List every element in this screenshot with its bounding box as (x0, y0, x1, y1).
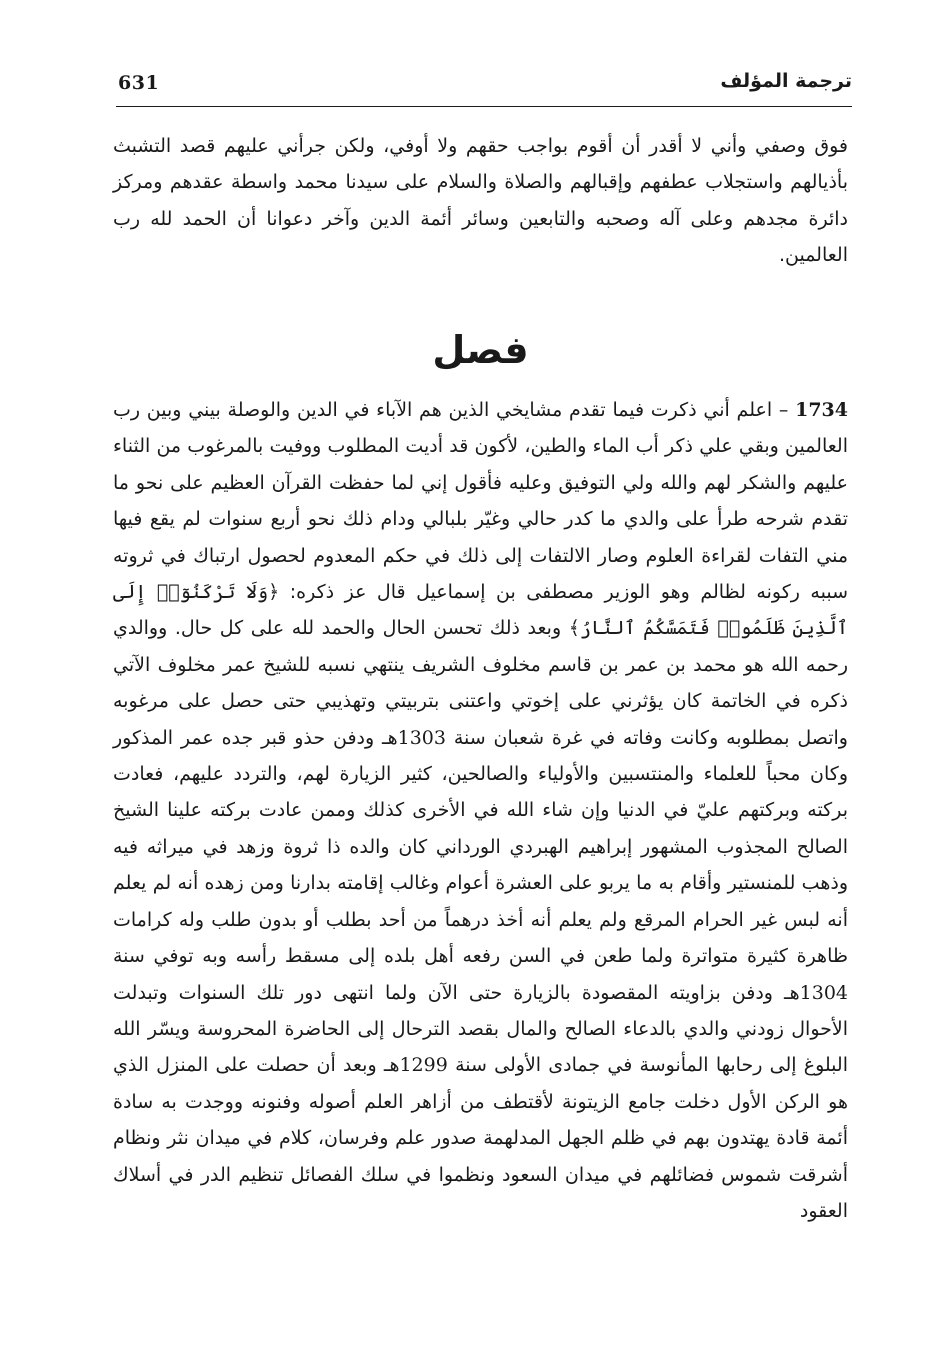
main-paragraph (113, 392, 848, 1229)
paragraph-text-1: – اعلم أني ذكرت فيما تقدم مشايخي الذين هم الآباء في الدين والوصلة بيني وبين رب العالمين وبقي علي ذكر أب الماء والطين، لأكون قد أديت المطلوب ووفيت بالمرغوب من الثناء عليهم والشكر لهم والله ولي التوفيق وعليه فأقول إني لما حفظت القرآن العظيم على نحو ما تقدم شرحه طرأ على والدي ما كدر حالي وغيّر بلبالي ودام ذلك نحو أربع سنوات لم يقع فيها مني التفات لقراءة العلوم وصار الالتفات إلى ذلك في حكم المعدوم لحصول ارتباك في ثروته سببه ركونه لظالم وهو الوزير مصطفى بن إسماعيل قال عز ذكره: (113, 399, 848, 604)
paragraph-text-2: وبعد ذلك تحسن الحال والحمد لله على كل حال. ووالدي رحمه الله هو محمد بن عمر بن قاسم مخلوف الشريف ينتهي نسبه للشيخ عمر مخلوف الآتي ذكره في الخاتمة كان يؤثرني على إخوتي واعتنى بتربيتي وتهذيبي حتى حصل على مرغوبه واتصل بمطلوبه وكانت وفاته في غرة شعبان سنة (113, 617, 848, 749)
running-title: ترجمة المؤلف (720, 70, 852, 92)
intro-paragraph: فوق وصفي وأني لا أقدر أن أقوم بواجب حقهم ولا أوفي، ولكن جرأني عليهم قصد التشبث بأذيالهم واستجلاب عطفهم وإقبالهم والصلاة والسلام على سيدنا محمد واسطة عقدهم ومركز دائرة مجدهم وعلى آله وصحبه والتابعين وسائر أئمة الدين وآخر دعوانا أن الحمد لله رب العالمين. (113, 135, 848, 267)
section-heading: فصل (432, 328, 529, 372)
header-rule (116, 106, 852, 107)
page-header (118, 66, 852, 102)
paragraph-number: 1734 (795, 399, 848, 421)
year-1304: 1304هـ (784, 981, 848, 1004)
year-1303: 1303هـ (382, 726, 446, 749)
paragraph-text-4: ودفن بزاويته المقصودة بالزيارة حتى الآن ولما انتهى دور تلك السنوات وتبدلت الأحوال زودني والدي بالدعاء الصالح والمال بقصد الترحال إلى الحاضرة المحروسة ويسّر الله البلوغ إلى رحابها المأنوسة في جمادى الأولى سنة (113, 981, 848, 1077)
quran-verse: ﴿وَلَا تَرْكَنُوٓا۟ إِلَى ٱلَّذِينَ ظَلَمُوا۟ فَتَمَسَّكُمُ ٱلنَّارُ﴾ (113, 581, 848, 640)
page-number: 631 (118, 72, 160, 94)
year-1299: 1299هـ (383, 1054, 448, 1077)
paragraph-text-3: ودفن حذو قبر جده عمر المذكور وكان محباً للعلماء والمنتسبين والأولياء والصالحين، كثير الزيارة لهم، والتردد عليهم، فعادت بركته وبركتهم عليّ في الدنيا وإن شاء الله في الأخرى كذلك وممن عادت بركته علينا الشيخ الصالح المجذوب المشهور إبراهيم الهبردي الورداني كان والده ذا ثروة وزهد في ميراثه فيه وذهب للمنستير وأقام به ما يربو على العشرة أعوام وغالب إقامته بدارنا ومن زهده أنه لم يعلم أنه لبس غير الحرام المرقع ولم يعلم أنه أخذ درهماً من أحد بطلب أو بدون طلب وله كرامات ظاهرة كثيرة متواترة ولما طعن في السن رفعه أهل بلده إلى مسقط رأسه وبه توفي سنة (113, 726, 848, 968)
paragraph-text-5: وبعد أن حصلت على المنزل الذي هو الركن الأول دخلت جامع الزيتونة لأقتطف من أزاهر العلم أصوله وفنونه ووجدت به سادة أئمة قادة يهتدون بهم في ظلم الجهل المدلهمة صدور علم وفرسان، كلام في ميدان نثر ونظام أشرقت شموس فضائلهم في ميدان السعود ونظموا في سلك الفصائل تنظيم الدر في أسلاك العقود (113, 1054, 848, 1222)
